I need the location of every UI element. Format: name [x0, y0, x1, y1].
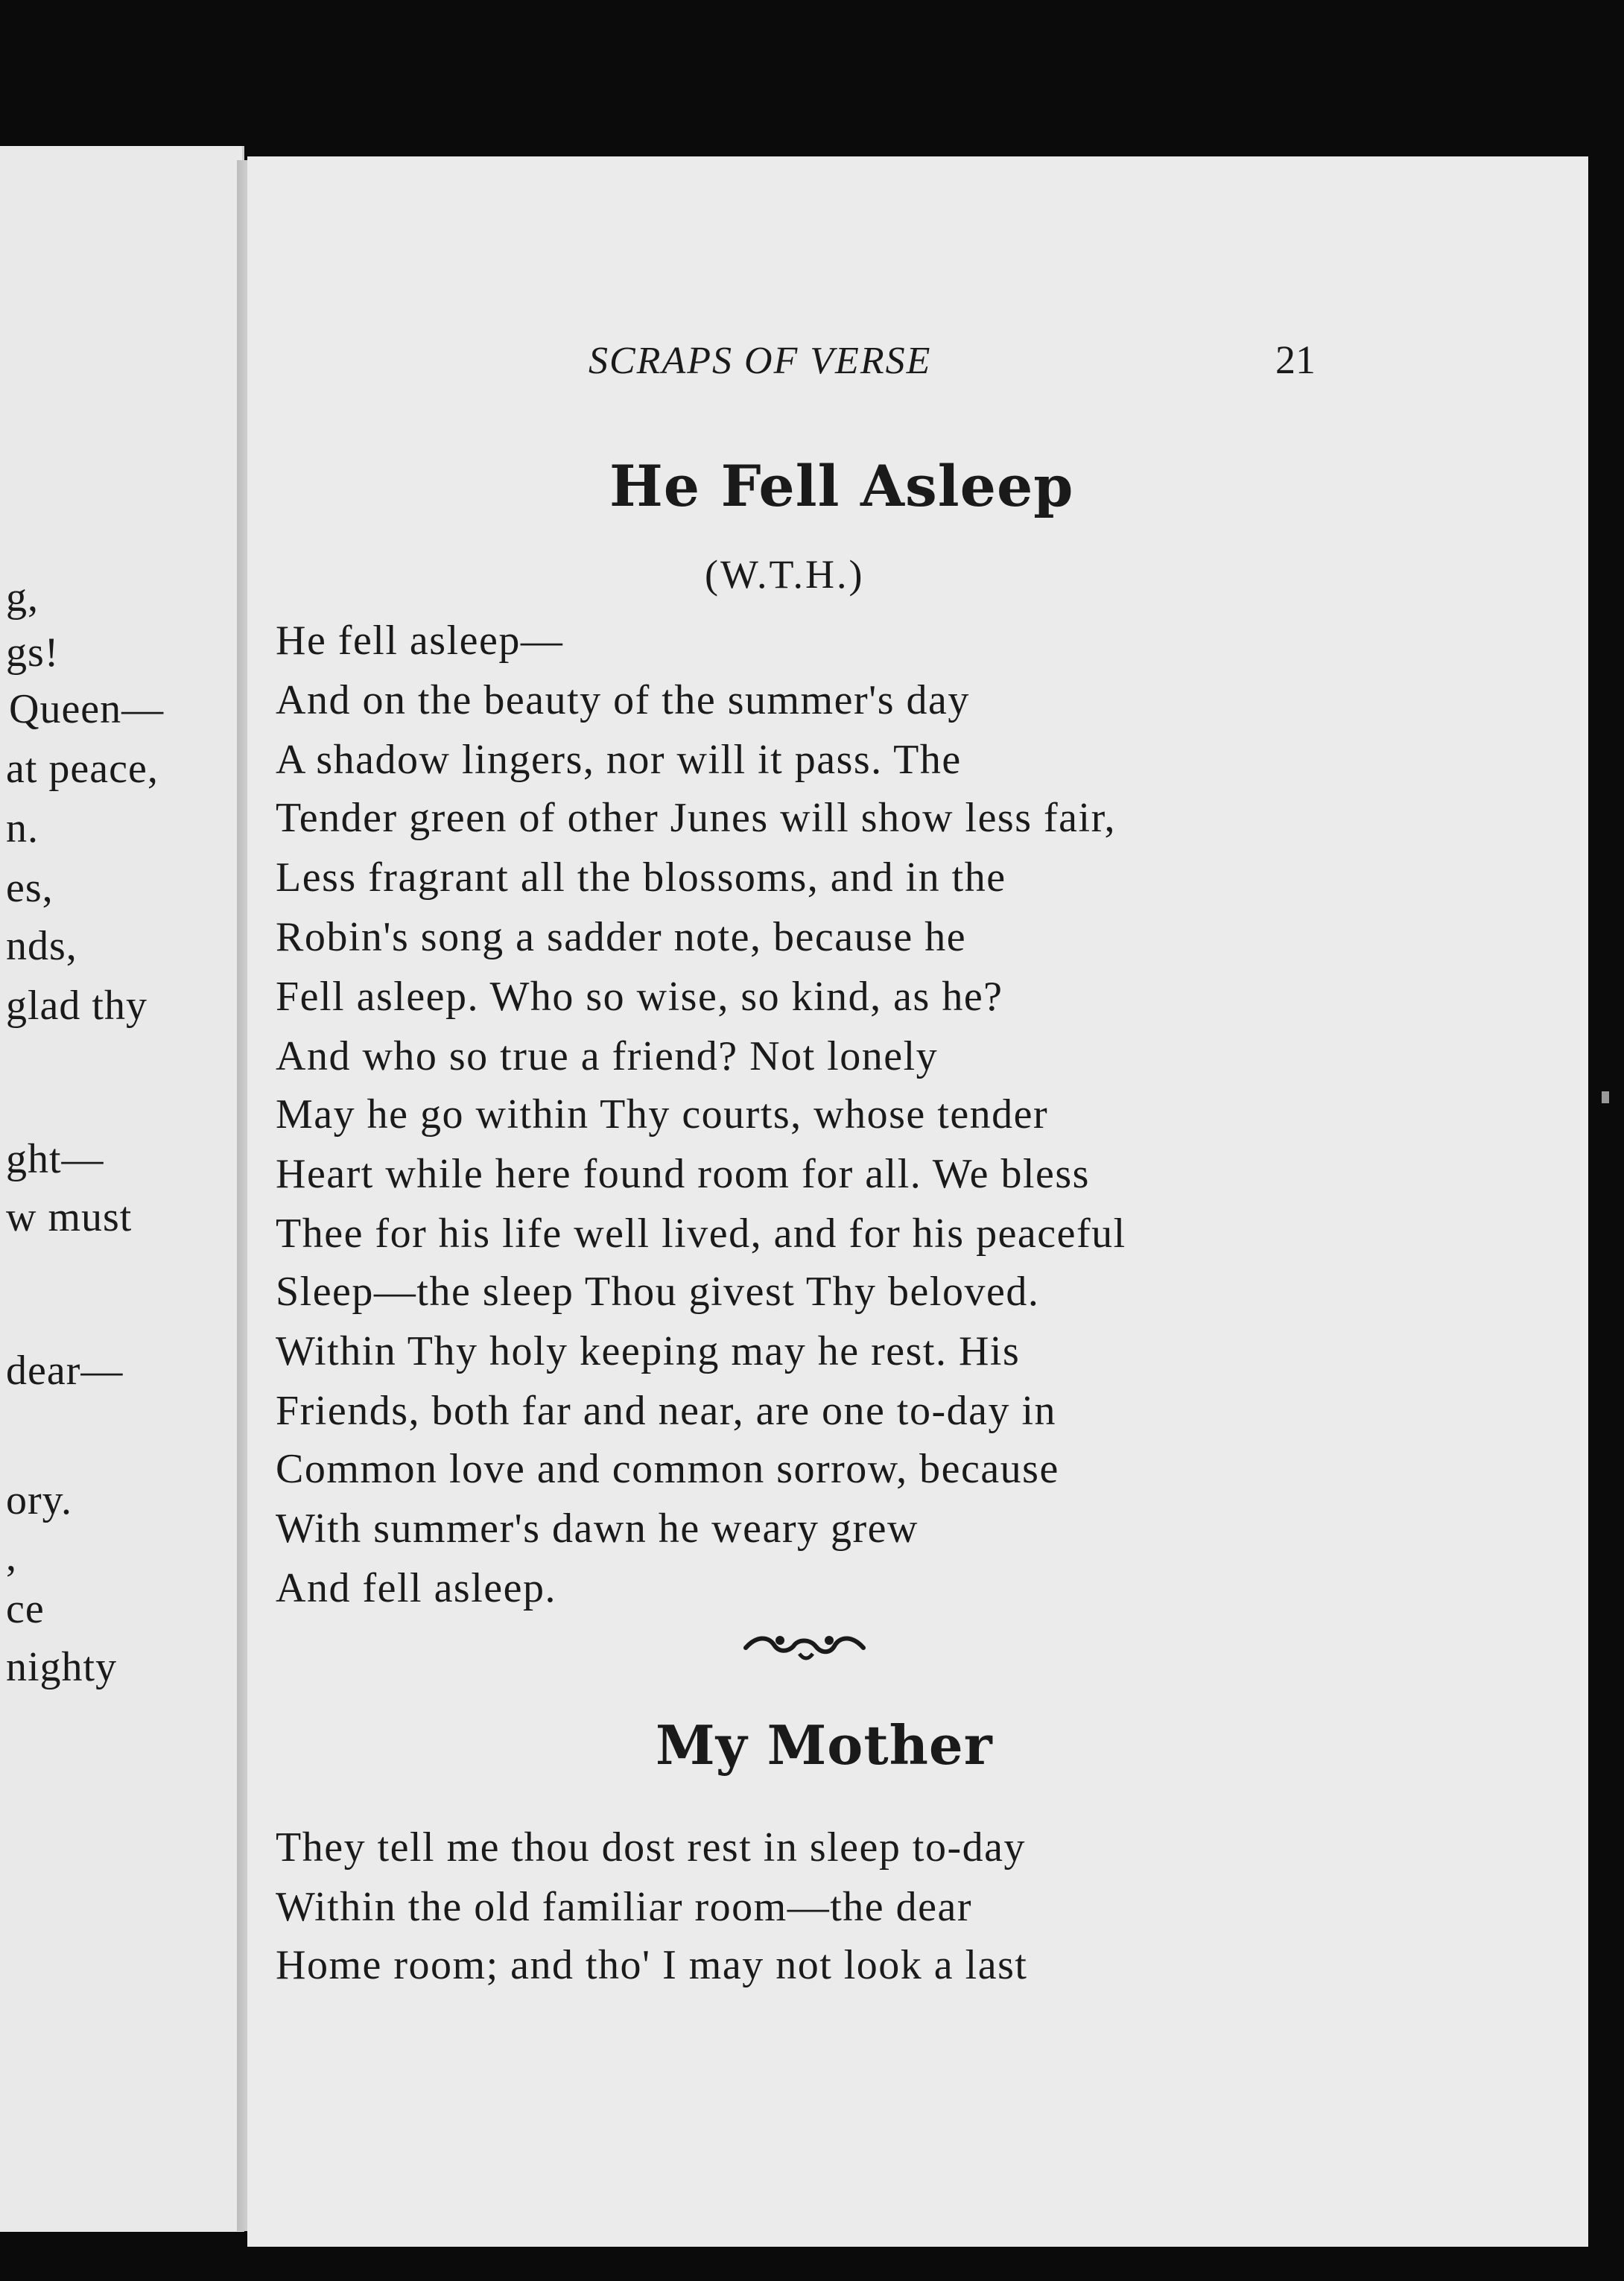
verse-line: Home room; and tho' I may not look a last [276, 1942, 1028, 1988]
verse-line: Common love and common sorrow, because [276, 1446, 1059, 1492]
verse-line: Sleep—the sleep Thou givest Thy beloved. [276, 1269, 1040, 1315]
left-page-fragment: n. [6, 805, 39, 851]
left-page-fragment: es, [6, 865, 54, 911]
verse-line: And on the beauty of the summer's day [276, 677, 970, 723]
ornament-divider-icon [741, 1625, 868, 1667]
left-page-fragment: ory. [6, 1477, 73, 1523]
verse-line: Tender green of other Junes will show less fair, [276, 795, 1116, 841]
poem-title: He Fell Asleep [609, 453, 1074, 519]
verse-line: And who so true a friend? Not lonely [276, 1033, 939, 1079]
left-page-fragment: glad thy [6, 983, 148, 1029]
verse-line: He fell asleep— [276, 618, 564, 664]
left-page-fragment: Queen— [9, 686, 165, 732]
verse-line: Thee for his life well lived, and for his peaceful [276, 1211, 1126, 1257]
poem-author: (W.T.H.) [705, 552, 865, 597]
left-page-fragment: nighty [6, 1644, 118, 1690]
running-head: SCRAPS OF VERSE [589, 340, 932, 382]
left-page-fragment: dear— [6, 1348, 124, 1394]
left-page-fragment: w must [6, 1194, 133, 1240]
verse-line: May he go within Thy courts, whose tender [276, 1091, 1049, 1138]
left-page-fragment: ght— [6, 1136, 104, 1182]
left-page-fragment: at peace, [6, 746, 159, 792]
verse-line: And fell asleep. [276, 1565, 556, 1611]
verse-line: Heart while here found room for all. We bless [276, 1151, 1090, 1197]
left-page-fragment: gs! [6, 629, 60, 676]
verse-line: Friends, both far and near, are one to-day in [276, 1388, 1057, 1434]
verse-line: Within Thy holy keeping may he rest. His [276, 1328, 1021, 1374]
left-page-fragment: g, [6, 574, 39, 621]
scan-speck [1602, 1091, 1609, 1103]
verse-line: They tell me thou dost rest in sleep to-day [276, 1824, 1026, 1871]
verse-line: Less fragrant all the blossoms, and in the [276, 854, 1006, 901]
left-page [0, 146, 244, 2232]
verse-line: Robin's song a sadder note, because he [276, 914, 967, 960]
left-page-fragment: nds, [6, 923, 77, 969]
verse-line: Within the old familiar room—the dear [276, 1884, 972, 1930]
left-page-fragment: , [6, 1534, 17, 1580]
page-number: 21 [1275, 337, 1316, 382]
left-page-fragment: ce [6, 1586, 45, 1632]
poem-title: My Mother [656, 1713, 993, 1777]
verse-line: Fell asleep. Who so wise, so kind, as he? [276, 974, 1003, 1020]
verse-line: A shadow lingers, nor will it pass. The [276, 737, 962, 783]
verse-line: With summer's dawn he weary grew [276, 1506, 919, 1552]
